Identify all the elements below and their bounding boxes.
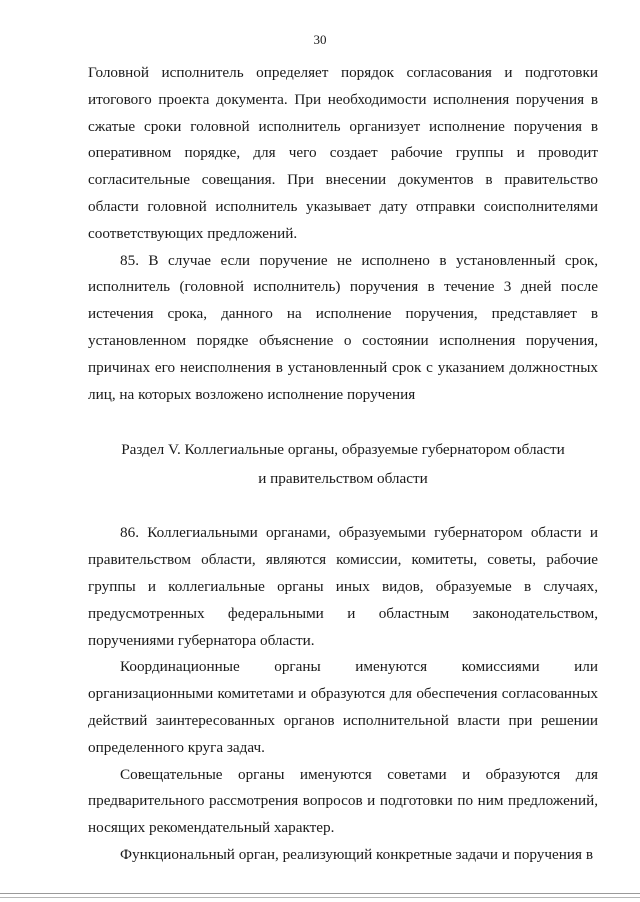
section-heading-line-1: Раздел V. Коллегиальные органы, образуемые губернатором области [121, 441, 565, 459]
scan-edge-line [0, 893, 640, 894]
document-body [88, 60, 598, 869]
paragraph-functional-body: Функциональный орган, реализующий конкретные задачи и поручения в [120, 845, 593, 863]
paragraph-head-executor: Головной исполнитель определяет порядок согласования и подготовки итогового проекта документа. При необходимости исполнения поручения в сжатые сроки головной исполнитель организует исполнение поручения в оперативном порядке, для чего создает рабочие группы и проводит согласительные совещания. При внесении документов в правительство области головной исполнитель указывает дату отправки соисполнителями соответствующих предложений. [88, 64, 598, 242]
paragraph-advisory-bodies: Совещательные органы именуются советами и образуются для предварительного рассмотрения вопросов и подготовки по ним предложений, носящих рекомендательный характер. [88, 765, 598, 837]
spacer [88, 493, 598, 520]
paragraph-86: 86. Коллегиальными органами, образуемыми губернатором области и правительством области, являются комиссии, комитеты, советы, рабочие группы и коллегиальные органы иных видов, образуемые в случаях, предусмотренных федеральными и областным законодательством, поручениями губернатора области. [88, 524, 598, 649]
spacer [88, 408, 598, 435]
page-number: 30 [313, 32, 327, 47]
scan-edge-line [0, 897, 640, 898]
paragraph-85: 85. В случае если поручение не исполнено в установленный срок, исполнитель (головной исполнитель) поручения в течение 3 дней после истечения срока, данного на исполнение поручения, представляет в установленном порядке объяснение о состоянии исполнения поручения, причинах его неисполнения в установленный срок с указанием должностных лиц, на которых возложено исполнение поручения [88, 251, 598, 403]
section-heading-line-2: и правительством области [258, 470, 428, 488]
paragraph-coordination-bodies: Координационные органы именуются комиссиями или организационными комитетами и образуются для обеспечения согласованных действий заинтересованных органов исполнительной власти при решении определенного круга задач. [88, 658, 598, 756]
